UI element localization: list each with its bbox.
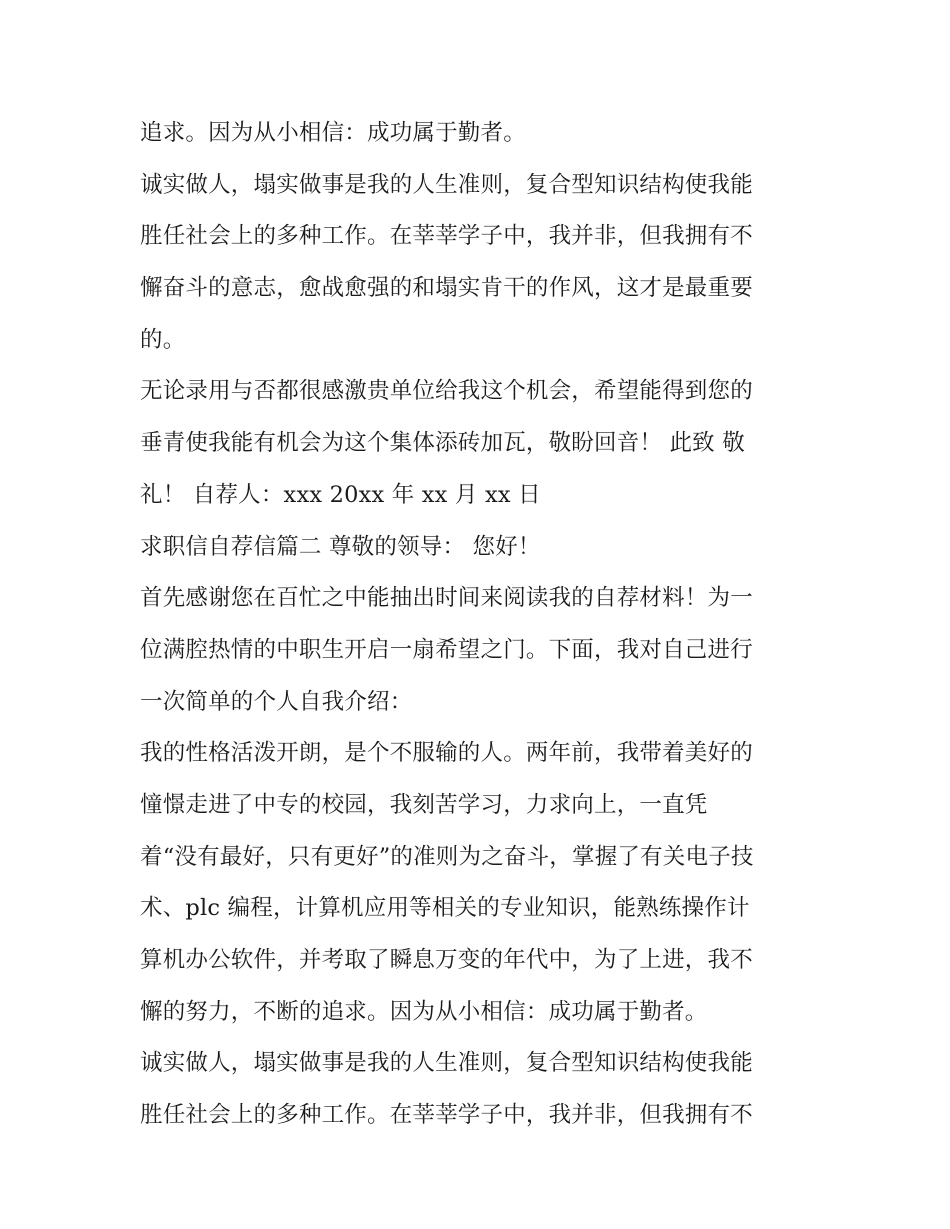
text-line: 的。 [140, 326, 186, 353]
text-line: 追求。因为从小相信：成功属于勤者。 [140, 120, 526, 146]
text-line: 一次简单的个人自我介绍： [140, 688, 413, 715]
text-line: 懈奋斗的意志，愈战愈强的和塌实肯干的作风，这才是最重要 [140, 275, 753, 302]
text-line: 术、plc 编程，计算机应用等相关的专业知识，能熟练操作计 [140, 895, 750, 922]
document-body [140, 108, 830, 1142]
signature-line: 礼！ 自荐人：xxx 20xx 年 xx 月 xx 日 [140, 481, 541, 508]
text-line: 胜任社会上的多种工作。在莘莘学子中，我并非，但我拥有不 [140, 1102, 753, 1129]
text-line: 憧憬走进了中专的校园，我刻苦学习，力求向上，一直凭 [140, 791, 708, 818]
text-line: 首先感谢您在百忙之中能抽出时间来阅读我的自荐材料！为一 [140, 585, 753, 612]
text-line: 我的性格活泼开朗，是个不服输的人。两年前，我带着美好的 [140, 740, 753, 767]
text-line: 胜任社会上的多种工作。在莘莘学子中，我并非，但我拥有不 [140, 223, 753, 250]
text-line: 位满腔热情的中职生开启一扇希望之门。下面，我对自己进行 [140, 636, 753, 663]
text-line: 诚实做人，塌实做事是我的人生准则，复合型知识结构使我能 [140, 171, 753, 198]
text-line: 懈的努力，不断的追求。因为从小相信：成功属于勤者。 [140, 998, 708, 1025]
text-line: 无论录用与否都很感激贵单位给我这个机会，希望能得到您的 [140, 378, 753, 405]
text-line: 着“没有最好，只有更好”的准则为之奋斗，掌握了有关电子技 [140, 843, 754, 870]
text-line: 垂青使我能有机会为这个集体添砖加瓦，敬盼回音！ 此致 敬 [140, 430, 745, 457]
text-line: 诚实做人，塌实做事是我的人生准则，复合型知识结构使我能 [140, 1050, 753, 1077]
text-line: 算机办公软件，并考取了瞬息万变的年代中，为了上进，我不 [140, 947, 753, 973]
letter-heading: 求职信自荐信篇二 尊敬的领导： 您好！ [140, 533, 541, 560]
